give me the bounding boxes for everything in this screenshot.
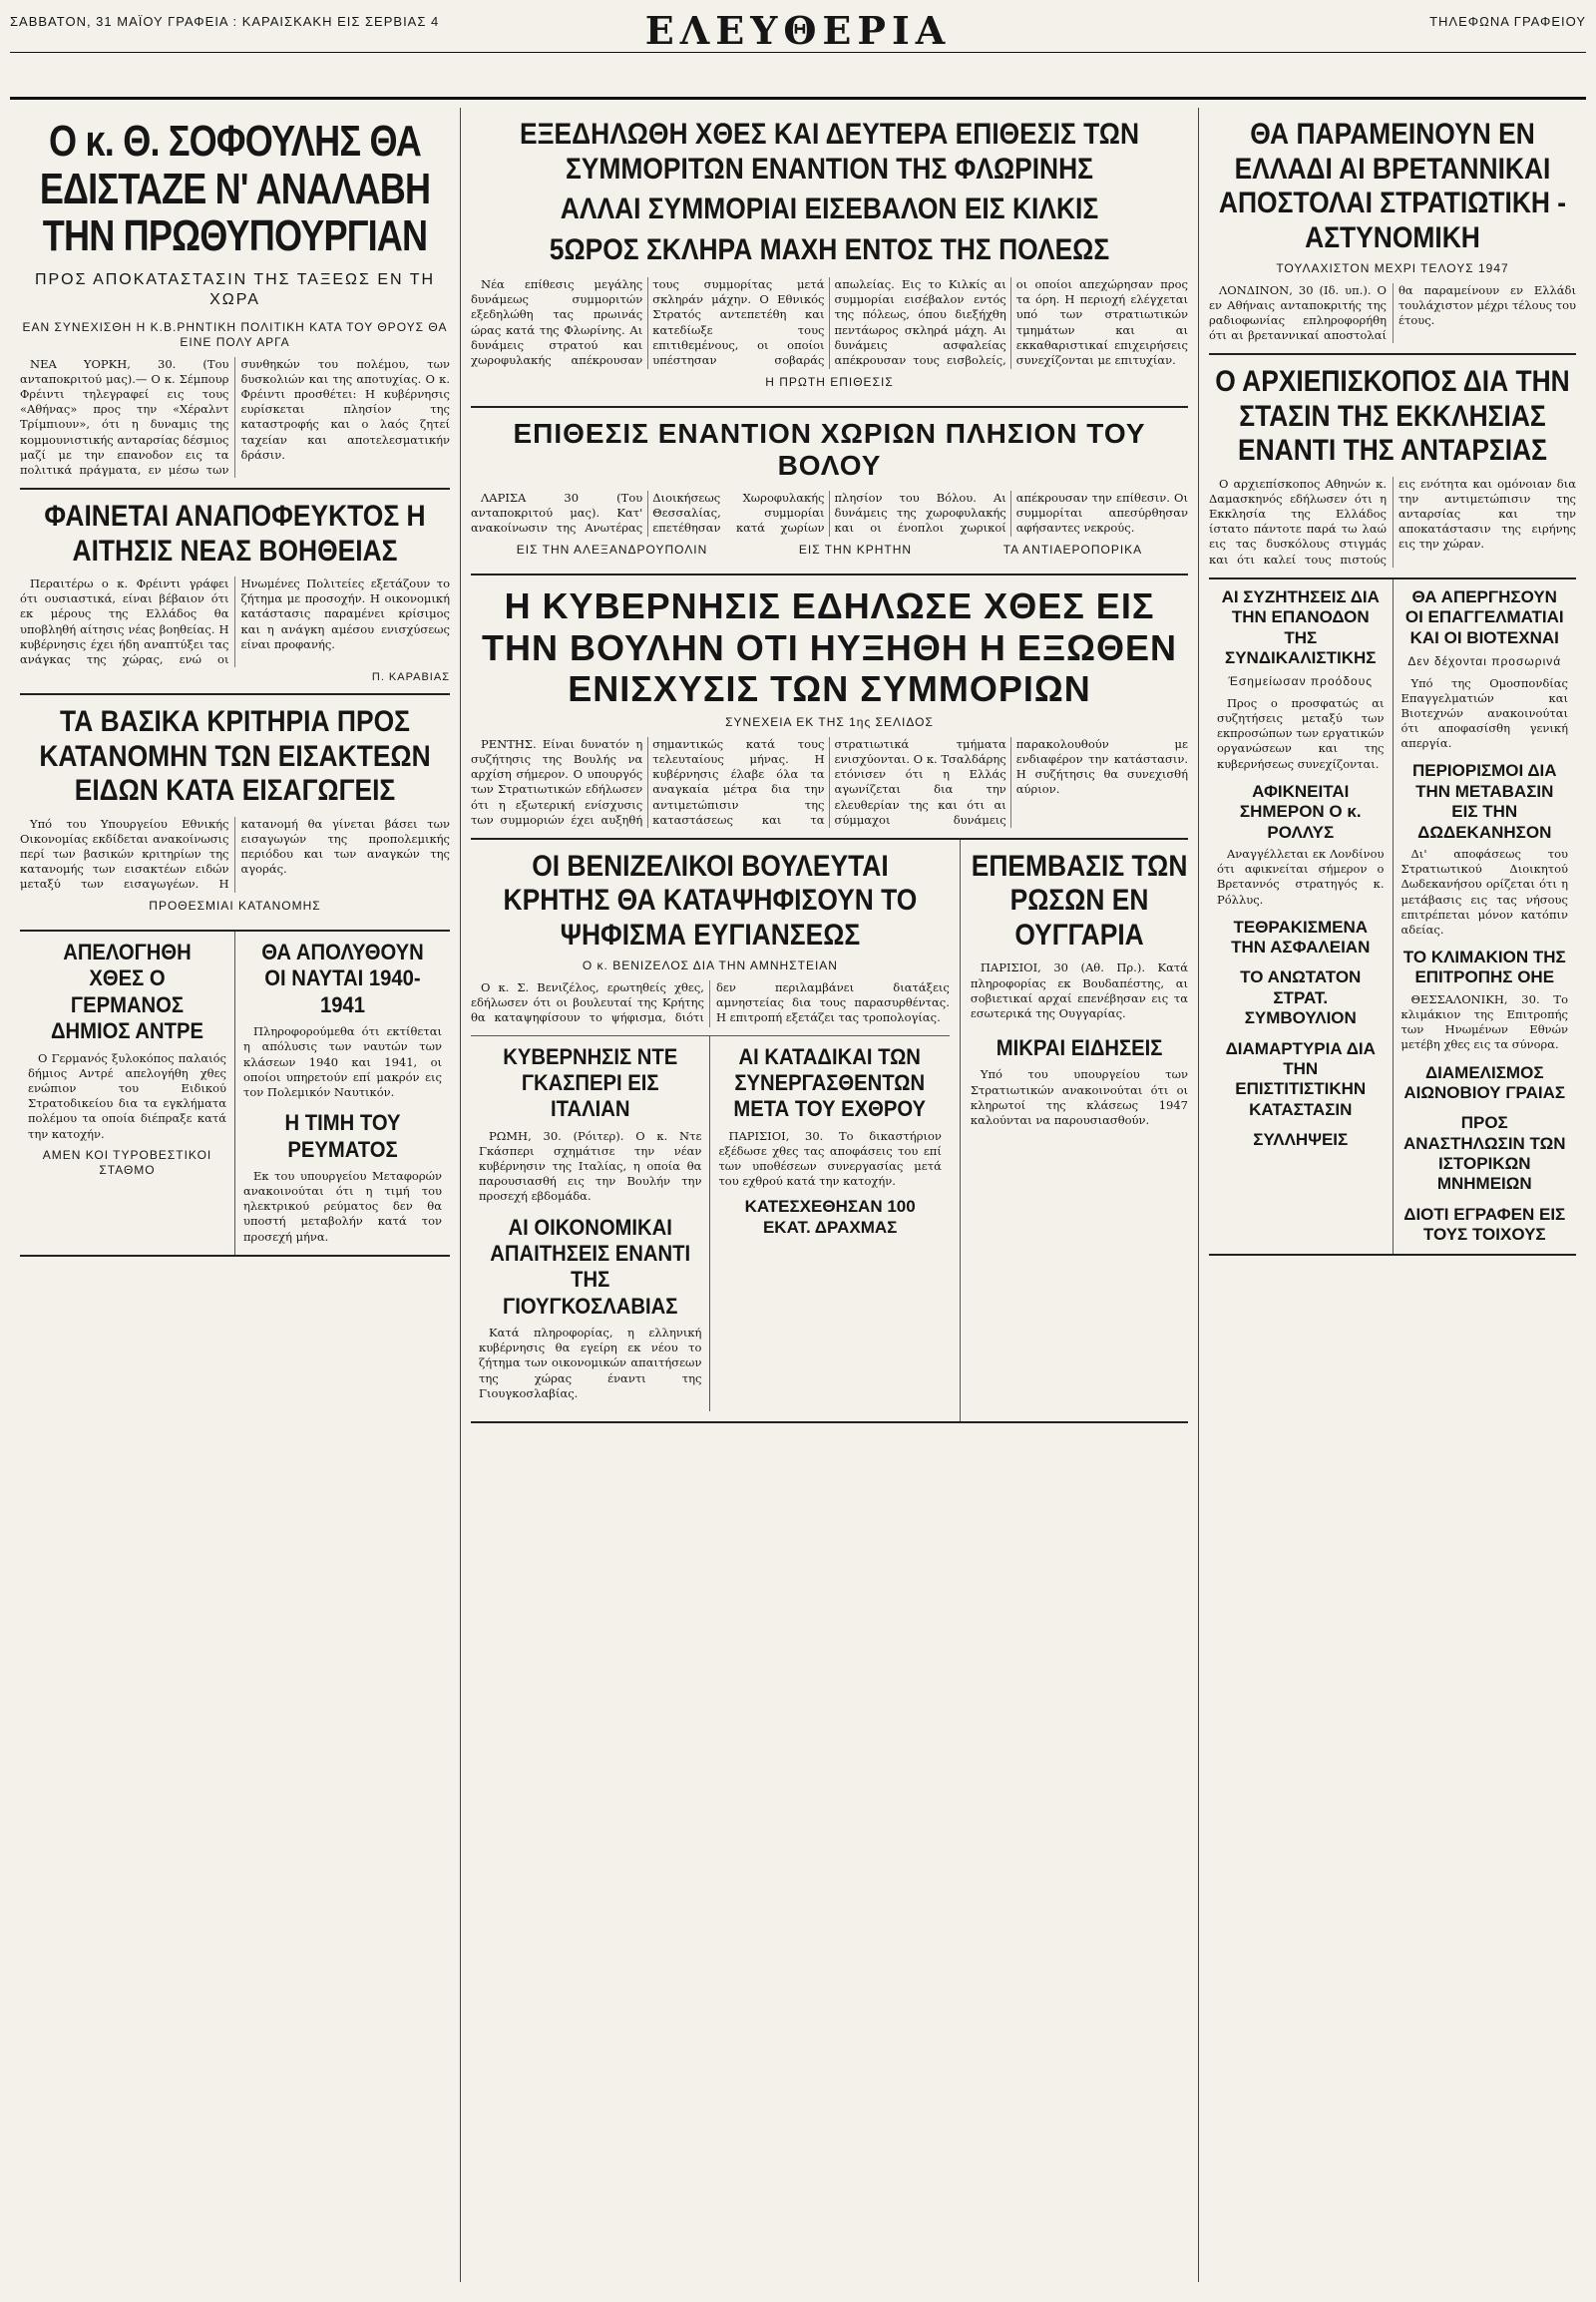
headline-trials: ΑΙ ΚΑΤΑΔΙΚΑΙ ΤΩΝ ΣΥΝΕΡΓΑΣΘΕΝΤΩΝ ΜΕΤΑ ΤΟΥ ΕΧΘΡΟΥ <box>733 1043 927 1122</box>
right-short-items <box>1209 579 1576 1256</box>
headline-yugoslavia: ΑΙ ΟΙΚΟΝΟΜΙΚΑΙ ΑΠΑΙΤΗΣΕΙΣ ΕΝΑΝΤΙ ΤΗΣ ΓΙΟΥΓΚΟΣΛΑΒΙΑΣ <box>490 1214 691 1319</box>
headline-protest: ΔΙΑΜΑΡΤΥΡΙΑ ΔΙΑ ΤΗΝ ΕΠΙΣΤΙΤΙΣΤΙΚΗΝ ΚΑΤΑΣΤΑΣΙΝ <box>1225 1038 1376 1119</box>
byline-aid: Π. ΚΑΡΑΒΙΑΣ <box>371 671 450 684</box>
body-electricity: Εκ του υπουργείου Μεταφορών ανακοινούται ότι η τιμή του ηλεκτρικού ρεύματος δεν θα υποστή μεταβολήν κατά τον προσεχή μήνα. <box>243 1168 442 1244</box>
body-italy: ΡΩΜΗ, 30. (Ρόιτερ). Ο κ. Ντε Γκάσπερι σχημάτισε την νέαν κυβέρνησιν της Ιταλίας, η οποία θα παρουσιασθή εις την Βουλήν την προσεχή εβδομάδα. <box>479 1128 702 1204</box>
headline-tethrak: ΤΕΘΡΑΚΙΣΜΕΝΑ ΤΗΝ ΑΣΦΑΛΕΙΑΝ <box>1231 917 1371 958</box>
subheadline-sofoulis: ΠΡΟΣ ΑΠΟΚΑΤΑΣΤΑΣΙΝ ΤΗΣ ΤΑΞΕΩΣ ΕΝ ΤΗ ΧΩΡΑ <box>34 270 436 308</box>
body-british-missions: ΛΟΝΔΙΝΟΝ, 30 (Ιδ. υπ.). Ο εν Αθήναις ανταποκριτής της ραδιοφωνίας επληροφορήθη ότι αι βρεταννικαί αποστολαί θα παραμείνουν εν Ελλάδι τουλάχιστον μέχρι τέλους του έτους. <box>1209 282 1576 343</box>
headline-unions: ΑΙ ΣΥΖΗΤΗΣΕΙΣ ΔΙΑ ΤΗΝ ΕΠΑΝΟΔΟΝ ΤΗΣ ΣΥΝΔΙΚΑΛΙΣΤΙΚΗΣ <box>1221 586 1380 667</box>
article-volos <box>471 408 1188 576</box>
body-sailors: Πληροφορούμεθα ότι εκτίθεται η απόλυσις των ναυτών των κλάσεων 1940 και 1941, οι οποίοι υπηρετούν επί μακρόν εις τον Πολεμικόν Ναυτικόν. <box>243 1024 442 1099</box>
subhead-alexandroupolis: ΕΙΣ ΤΗΝ ΑΛΕΞΑΝΔΡΟΥΠΟΛΙΝ <box>516 542 708 557</box>
article-hungary <box>961 840 1188 1421</box>
article-archbishop <box>1209 355 1576 579</box>
headline-british-missions: ΘΑ ΠΑΡΑΜΕΙΝΟΥΝ ΕΝ ΕΛΛΑΔΙ ΑΙ ΒΡΕΤΑΝΝΙΚΑΙ ΑΠΟΣΤΟΛΑΙ ΣΤΡΑΤΙΩΤΙΚΗ - ΑΣΤΥΝΟΜΙΚΗ <box>1218 118 1567 254</box>
headline-dodecanese: ΠΕΡΙΟΡΙΣΜΟΙ ΔΙΑ ΤΗΝ ΜΕΤΑΒΑΣΙΝ ΕΙΣ ΤΗΝ ΔΩΔΕΚΑΝΗΣΟΝ <box>1411 761 1557 842</box>
left-short-items <box>20 932 450 1257</box>
headline-sofoulis: Ο κ. Θ. ΣΟΦΟΥΛΗΣ ΘΑ ΕΔΙΣΤΑΖΕ Ν' ΑΝΑΛΑΒΗ ΤΗΝ ΠΡΩΘΥΠΟΥΡΓΙΑΝ <box>39 117 431 261</box>
left-column <box>10 108 461 2282</box>
headline-council: ΤΟ ΑΝΩΤΑΤΟΝ ΣΤΡΑΤ. ΣΥΜΒΟΥΛΙΟΝ <box>1240 967 1362 1028</box>
body-government: ΡΕΝΤΗΣ. Είναι δυνατόν η συζήτησις της Βουλής να αρχίση σήμερον. Ο υπουργός των Στρατιωτικών εδήλωσεν ότι η εξωτερική ενίσχυσις των συμμοριών έχει αυξηθή σημαντικώς κατά τους τελευταίους μήνας. Η κυβέρνησις έλαβε όλα τα αναγκαία μέτρα δια την αντιμετώπισιν της καταστάσεως και τα στρατιωτικά τμήματα ενισχύονται. Ο κ. Τσαλδάρης ετόνισεν ότι η Ελλάς αγωνίζεται δια την ελευθερίαν της και ότι αι σύμμαχοι δυνάμεις παρακολουθούν με ενδιαφέρον την κατάστασιν. Η συζήτησις θα συνεχισθή αύριον. <box>471 736 1188 827</box>
headline-un-committee: ΤΟ ΚΛΙΜΑΚΙΟΝ ΤΗΣ ΕΠΙΤΡΟΠΗΣ ΟΗΕ <box>1402 948 1566 987</box>
article-sailors <box>235 932 450 1255</box>
subheads-volos <box>471 537 1188 565</box>
headline-archbishop: Ο ΑΡΧΙΕΠΙΣΚΟΠΟΣ ΔΙΑ ΤΗΝ ΣΤΑΣΙΝ ΤΗΣ ΕΚΚΛΗΣΙΑΣ ΕΝΑΝΤΙ ΤΗΣ ΑΝΤΑΡΣΙΑΣ <box>1215 365 1570 468</box>
article-aid <box>20 490 450 695</box>
headline-andre: ΑΠΕΛΟΓΗΘΗ ΧΘΕΣ Ο ΓΕΡΜΑΝΟΣ ΔΗΜΙΟΣ ΑΝΤΡΕ <box>50 940 204 1044</box>
article-british-missions <box>1209 108 1576 355</box>
masthead-date: ΣΑΒΒΑΤΟΝ, 31 ΜΑΪΟΥ ΓΡΑΦΕΙΑ : ΚΑΡΑΙΣΚΑΚΗ ΕΙΣ ΣΕΡΒΙΑΣ 4 <box>10 14 440 29</box>
headline-aid: ΦΑΙΝΕΤΑΙ ΑΝΑΠΟΦΕΥΚΤΟΣ Η ΑΙΤΗΣΙΣ ΝΕΑΣ ΒΟΗΘΕΙΑΣ <box>44 500 426 568</box>
headline-arrests: ΣΥΛΛΗΨΕΙΣ <box>1253 1130 1349 1150</box>
subhead-crete: ΕΙΣ ΤΗΝ ΚΡΗΤΗΝ <box>798 542 913 557</box>
center-column <box>461 108 1199 2282</box>
subhead-antiaircraft: ΤΑ ΑΝΤΙΑΕΡΟΠΟΡΙΚΑ <box>1002 542 1143 557</box>
headline-imports: ΤΑ ΒΑΣΙΚΑ ΚΡΙΤΗΡΙΑ ΠΡΟΣ ΚΑΤΑΝΟΜΗΝ ΤΩΝ ΕΙΣΑΚΤΕΩΝ ΕΙΔΩΝ ΚΑΤΑ ΕΙΣΑΓΩΓΕΙΣ <box>39 705 431 808</box>
body-trials: ΠΑΡΙΣΙΟΙ, 30. Το δικαστήριον εξέδωσε χθες τας αποφάσεις του επί των υποθέσεων συνεργασίας μετά του εχθρού κατά την κατοχήν. <box>718 1128 942 1189</box>
article-government <box>471 576 1188 840</box>
headline-monuments: ΠΡΟΣ ΑΝΑΣΤΗΛΩΣΙΝ ΤΩΝ ΙΣΤΟΡΙΚΩΝ ΜΝΗΜΕΙΩΝ <box>1402 1113 1566 1194</box>
headline-volos: ΕΠΙΘΕΣΙΣ ΕΝΑΝΤΙΟΝ ΧΩΡΙΩΝ ΠΛΗΣΙΟΝ ΤΟΥ ΒΟΛΟΥ <box>513 418 1146 482</box>
masthead <box>10 8 1586 100</box>
body-hungary: ΠΑΡΙΣΙΟΙ, 30 (Αθ. Πρ.). Κατά πληροφορίας εκ Βουδαπέστης, αι σοβιετικαί αρχαί επενέβησαν εις τα εσωτερικά της Ουγγαρίας. <box>970 960 1188 1020</box>
kicker-strike: Δεν δέχονται προσωρινά <box>1407 653 1562 668</box>
subhead-first-attack: Η ΠΡΩΤΗ ΕΠΙΘΕΣΙΣ <box>765 374 894 389</box>
headline-venizelos: ΟΙ ΒΕΝΙΖΕΛΙΚΟΙ ΒΟΥΛΕΥΤΑΙ ΚΡΗΤΗΣ ΘΑ ΚΑΤΑΨΗΦΙΣΟΥΝ ΤΟ ΨΗΦΙΣΜΑ ΕΥΓΙΑΝΣΕΩΣ <box>503 849 918 952</box>
headline-hungary: ΕΠΕΜΒΑΣΙΣ ΤΩΝ ΡΩΣΩΝ ΕΝ ΟΥΓΓΑΡΙΑ <box>971 849 1188 952</box>
subhead-andre: ΑΜΕΝ ΚΟΙ ΤΥΡΟΒΕΣΤΙΚΟΙ ΣΤΑΘΜΟ <box>42 1147 212 1178</box>
headline-electricity: Η ΤΙΜΗ ΤΟΥ ΡΕΥΜΑΤΟΣ <box>284 1110 401 1162</box>
body-un-committee: ΘΕΣΣΑΛΟΝΙΚΗ, 30. Το κλιμάκιον της Επιτροπής των Ηνωμένων Εθνών μετέβη χθες εις τα σύνορα. <box>1400 991 1568 1052</box>
article-andre <box>20 932 235 1255</box>
venizelos-subitems <box>471 1035 950 1411</box>
body-venizelos: Ο κ. Σ. Βενιζέλος, ερωτηθείς χθες, εδήλωσεν ότι οι βουλευταί της Κρήτης θα καταψηφίσουν το ψήφισμα, διότι δεν περιλαμβάνει διατάξεις αμνηστείας δια τους παρασυρθέντας. Η επιτροπή εξετάζει τας τροπολογίας. <box>471 980 950 1025</box>
headline-walls: ΔΙΟΤΙ ΕΓΡΑΦΕΝ ΕΙΣ ΤΟΥΣ ΤΟΙΧΟΥΣ <box>1403 1204 1566 1245</box>
body-volos: ΛΑΡΙΣΑ 30 (Του ανταποκριτού μας). Κατ' ανακοίνωσιν της Ανωτέρας Διοικήσεως Χωροφυλακής Θεσσαλίας, συμμορίαι επετέθησαν κατά χωρίων πλησίον του Βόλου. Αι δυνάμεις της χωροφυλακής και οι ένοπλοι χωρικοί απέκρουσαν την επίθεσιν. Οι συμμορίται απεσύρθησαν αφήσαντες νεκρούς. <box>471 490 1188 535</box>
body-yugoslavia: Κατά πληροφορίας, η ελληνική κυβέρνησις θα εγείρη εκ νέου το ζήτημα των οικονομικών απαιτήσεων της χώρας έναντι της Γιουγκοσλαβίας. <box>479 1326 702 1400</box>
center-lower-row <box>471 840 1188 1423</box>
article-unions <box>1209 579 1394 1254</box>
kicker-unions: Έσημείωσαν προόδους <box>1228 674 1374 689</box>
body-rollys: Αναγγέλλεται εκ Λονδίνου ότι αφικνείται σήμερον ο Βρεταννός στρατηγός κ. Ρόλλυς. <box>1217 847 1385 907</box>
headline-sailors: ΘΑ ΑΠΟΛΥΘΟΥΝ ΟΙ ΝΑΥΤΑΙ 1940-1941 <box>261 940 424 1017</box>
article-venizelos <box>471 840 961 1421</box>
body-short-news: Υπό του υπουργείου των Στρατιωτικών ανακοινούται ότι οι κληρωτοί της κλάσεως 1947 καλούνται να παρουσιασθούν. <box>970 1067 1188 1127</box>
headline-short-news: ΜΙΚΡΑΙ ΕΙΔΗΣΕΙΣ <box>996 1035 1163 1061</box>
kicker-sofoulis: ΕΑΝ ΣΥΝΕΧΙΣΘΗ Η Κ.Β.ΡΗΝΤΙΚΗ ΠΟΛΙΤΙΚΗ ΚΑΤΑ ΤΟΥ ΘΡΟΥΣ ΘΑ ΕΙΝΕ ΠΟΛΥ ΑΡΓΑ <box>22 319 448 350</box>
body-archbishop: Ο αρχιεπίσκοπος Αθηνών κ. Δαμασκηνός εδήλωσεν ότι η Εκκλησία της Ελλάδος ίστατο πάντοτε παρά τω λαώ εις τας δυσκόλους στιγμάς και ότι καλεί τους πιστούς εις ενότητα και ομόνοιαν δια την αντιμετώπισιν της ανταρσίας και την αποκατάστασιν της ειρήνης εις την χώραν. <box>1209 476 1576 567</box>
headline-battle: 5ΩΡΟΣ ΣΚΛΗΡΑ ΜΑΧΗ ΕΝΤΟΣ ΤΗΣ ΠΟΛΕΩΣ <box>549 232 1110 266</box>
headline-kilkis: ΑΛΛΑΙ ΣΥΜΜΟΡΙΑΙ ΕΙΣΕΒΑΛΟΝ ΕΙΣ ΚΙΛΚΙΣ <box>560 192 1099 225</box>
kicker-british-missions: ΤΟΥΛΑΧΙΣΤΟΝ ΜΕΧΡΙ ΤΕΛΟΥΣ 1947 <box>1276 261 1509 275</box>
article-imports <box>20 695 450 932</box>
body-dodecanese: Δι' αποφάσεως του Στρατιωτικού Διοικητού Δωδεκανήσου ορίζεται ότι η μετάβασις εις τας νήσους επιτρέπεται μόνον κατόπιν αδείας. <box>1400 847 1568 937</box>
article-sofoulis <box>20 108 450 490</box>
body-strike: Υπό της Ομοσπονδίας Επαγγελματιών και Βιοτεχνών ανακοινούται ότι αποφασίσθη γενική απεργία. <box>1400 675 1568 751</box>
subhead-imports: ΠΡΟΘΕΣΜΙΑΙ ΚΑΤΑΝΟΜΗΣ <box>149 898 321 913</box>
article-florina <box>471 108 1188 408</box>
masthead-phones: ΤΗΛΕΦΩΝΑ ΓΡΑΦΕΙΟΥ <box>1429 14 1586 29</box>
subhead-trials: ΚΑΤΕΣΧΕΘΗΣΑΝ 100 ΕΚΑΤ. ΔΡΑΧΜΑΣ <box>744 1197 916 1237</box>
headline-government: Η ΚΥΒΕΡΝΗΣΙΣ ΕΔΗΛΩΣΕ ΧΘΕΣ ΕΙΣ ΤΗΝ ΒΟΥΛΗΝ ΟΤΙ ΗΥΞΗΘΗ Η ΕΞΩΘΕΝ ΕΝΙΣΧΥΣΙΣ ΤΩΝ ΣΥΜΜΟΡΙΩΝ <box>482 585 1177 709</box>
body-unions: Προς ο προσφατώς αι συζητήσεις μεταξύ των εκπροσώπων των εργατικών οργανώσεων και της κυβερνήσεως συνεχίζονται. <box>1217 695 1385 771</box>
headline-elderly: ΔΙΑΜΕΛΙΣΜΟΣ ΑΙΩΝΟΒΙΟΥ ΓΡΑΙΑΣ <box>1403 1062 1566 1102</box>
kicker-government: ΣΥΝΕΧΕΙΑ ΕΚ ΤΗΣ 1ης ΣΕΛΙΔΟΣ <box>725 715 934 730</box>
kicker-venizelos: Ο κ. ΒΕΝΙΖΕΛΟΣ ΔΙΑ ΤΗΝ ΑΜΝΗΣΤΕΙΑΝ <box>582 959 838 973</box>
masthead-rule <box>10 52 1586 53</box>
body-florina: Νέα επίθεσις μεγάλης δυνάμεως συμμοριτών εξεδηλώθη τας πρωινάς ώρας κατά της Φλωρίνης. Αι δυνάμεις στρατού και χωροφυλακής απέκρουσαν τους συμμορίτας μετά σκληράν μάχην. Ο Εθνικός Στρατός αντεπετέθη και κατεδίωξε τους επιτιθεμένους, οι οποίοι υπέστησαν σοβαράς απωλείας. Εις το Κιλκίς αι συμμορίαι εισέβαλον εντός της πόλεως, όπου διεξήχθη πεντάωρος σκληρά μάχη. Αι δυνάμεις ασφαλείας απέκρουσαν τους εισβολείς, οι οποίοι απεχώρησαν προς τα όρη. Η περιοχή ελέγχεται υπό των στρατιωτικών τμημάτων και αι εκκαθαριστικαί επιχειρήσεις συνεχίζονται με επιτυχίαν. <box>471 277 1188 367</box>
body-imports: Υπό του Υπουργείου Εθνικής Οικονομίας εκδίδεται ανακοίνωσις περί των βασικών κριτηρίων της κατανομής των εισακτέων ειδών μεταξύ των εισαγωγέων. Η κατανομή θα γίνεται βάσει των εισαγωγών της προπολεμικής περιόδου και των αναγκών της αγοράς. <box>20 816 450 892</box>
headline-italy: ΚΥΒΕΡΝΗΣΙΣ ΝΤΕ ΓΚΑΣΠΕΡΙ ΕΙΣ ΙΤΑΛΙΑΝ <box>503 1043 678 1122</box>
article-trials <box>710 1036 949 1411</box>
headline-rollys: ΑΦΙΚΝΕΙΤΑΙ ΣΗΜΕΡΟΝ Ο κ. ΡΟΛΛΥΣ <box>1239 781 1362 842</box>
headline-strike: ΘΑ ΑΠΕΡΓΗΣΟΥΝ ΟΙ ΕΠΑΓΓΕΛΜΑΤΙΑΙ ΚΑΙ ΟΙ ΒΙΟΤΕΧΝΑΙ <box>1404 586 1564 647</box>
body-aid: Περαιτέρω ο κ. Φρέιντι γράφει ότι ουσιαστικά, είναι βέβαιον ότι εκ μέρους της Ελλάδος θα υποβληθή αίτησις νέας βοηθείας. Η κυβέρνησις έχει ήδη αναπτύξει τας ανάγκας της χώρας, ενώ οι Ηνωμένες Πολιτείες εξετάζουν το ζήτημα με προσοχήν. Η οικονομική κατάστασις παραμένει κρίσιμος και η ανάγκη αμέσου ενισχύσεως είναι προφανής. <box>20 576 450 666</box>
body-sofoulis: ΝΕΑ ΥΟΡΚΗ, 30. (Του ανταποκριτού μας).— Ο κ. Σέμπουρ Φρέιντι τηλεγραφεί εις τους «Αθήνας» προς την «Χέραλντ Τρίμπιουν», ότι η δυναμις της κομμουνιστικής ανταρσίας δέσμιος μαζί με την επανοδον εις τα πολιτικά πράγματα, εν μέσω των συνθηκών του πολέμου, των δυσκολιών και της αποτυχίας. Ο κ. Φρέιντι προσθέτει: Η κυβέρνησις ευρίσκεται πλησίον της καταστροφής και ο λαός ζητεί ταχείαν και αποτελεσματικήν δράσιν. <box>20 356 450 477</box>
headline-florina: ΕΞΕΔΗΛΩΘΗ ΧΘΕΣ ΚΑΙ ΔΕΥΤΕΡΑ ΕΠΙΘΕΣΙΣ ΤΩΝ ΣΥΜΜΟΡΙΤΩΝ ΕΝΑΝΤΙΟΝ ΤΗΣ ΦΛΩΡΙΝΗΣ <box>519 118 1140 186</box>
article-italy <box>471 1036 710 1411</box>
body-andre: Ο Γερμανός ξυλοκόπος παλαιός δήμιος Αντρέ απελογήθη χθες ενώπιον του Ειδικού Στρατοδικείου δια τα εγκλήματα πολέμου τα οποία διέπραξε κατά την κατοχήν. <box>28 1050 226 1141</box>
right-column <box>1199 108 1586 2282</box>
newspaper-title: ΕΛΕΥΘΕΡΙΑ <box>644 8 952 53</box>
article-strike <box>1394 579 1577 1254</box>
